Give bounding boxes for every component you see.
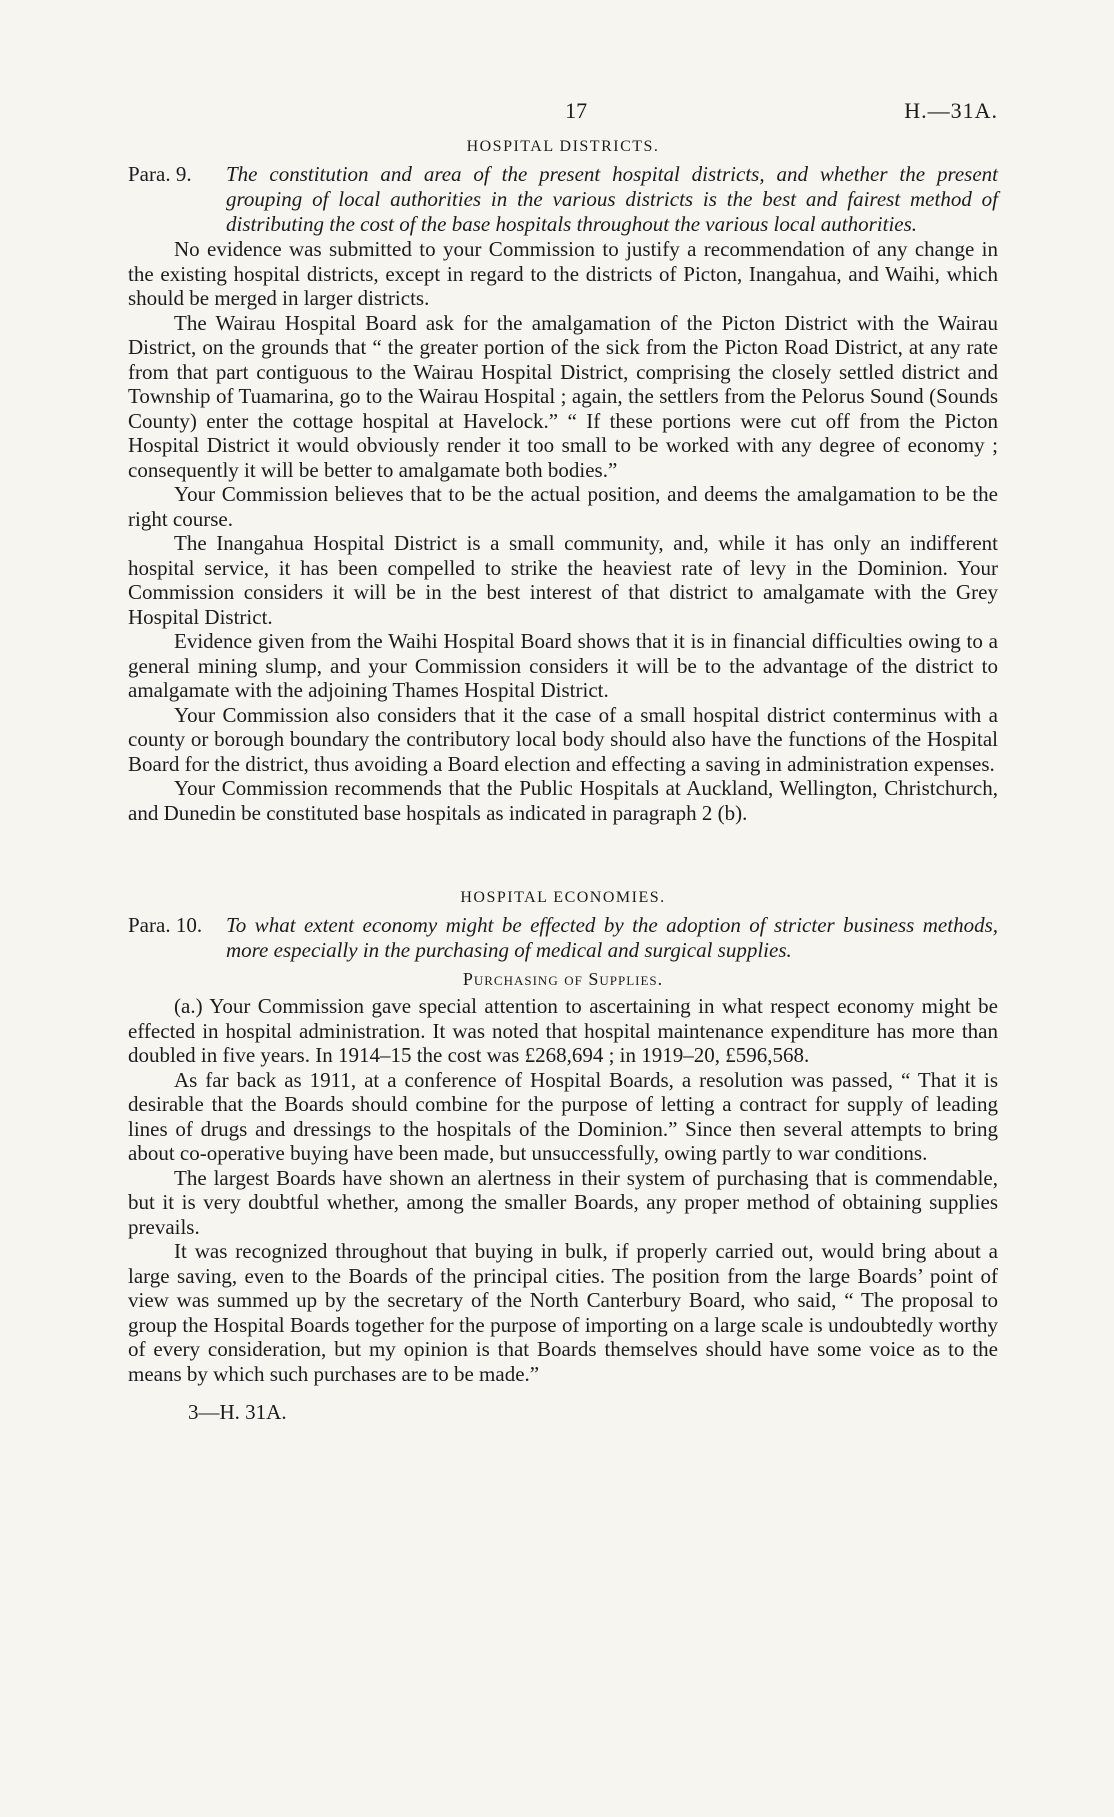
body-paragraph: Your Commission believes that to be the actual position, and deems the amalgamation to be the right course.: [128, 482, 998, 531]
body-paragraph: It was recognized throughout that buying in bulk, if properly carried out, would bring about a large saving, even to the Boards of the principal cities. The position from the large Boards’ point of view was summed up by the secretary of the North Canterbury Board, who said, “ The proposal to group the Hospital Boards together for the purpose of importing on a large scale is undoubtedly worthy of every consideration, but my opinion is that Boards themselves should have some voice as to the means by which such purchases are to be made.”: [128, 1239, 998, 1386]
page-footer-signature: 3—H. 31A.: [188, 1400, 287, 1424]
para-9-question: [128, 162, 998, 237]
body-paragraph: The largest Boards have shown an alertness in their system of purchasing that is commendable, but it is very doubtful whether, among the smaller Boards, any proper method of obtaining supplies prevails.: [128, 1165, 998, 1239]
section-heading-hospital-economies: HOSPITAL ECONOMIES.: [460, 889, 666, 906]
body-paragraph: No evidence was submitted to your Commission to justify a recommendation of any change in the existing hospital districts, except in regard to the districts of Picton, Inangahua, and Waihi, which should be merged in larger districts.: [128, 237, 998, 310]
body-paragraph: Your Commission also considers that it the case of a small hospital district conterminus with a county or borough boundary the contributory local body should also have the functions of the Hospital Board for the district, thus avoiding a Board election and effecting a saving in administration expenses.: [128, 702, 998, 776]
section-spacer: [128, 825, 998, 885]
para-label: Para. 10.: [128, 913, 203, 937]
body-paragraph: Evidence given from the Waihi Hospital Board shows that it is in financial difficulties owing to a general mining slump, and your Commission considers it will be to the advantage of the district to amalgamate with the adjoining Thames Hospital District.: [128, 629, 998, 702]
section-heading-hospital-districts: HOSPITAL DISTRICTS.: [466, 138, 660, 155]
page-header: [128, 98, 998, 134]
para-label: Para. 9.: [128, 162, 192, 186]
para-10-question: [128, 913, 998, 963]
subheading-purchasing-of-supplies: Purchasing of Supplies.: [462, 969, 664, 989]
para-question-text: The constitution and area of the present hospital districts, and whether the present grouping of local authorities in the various districts is the best and fairest method of distributing the cost of the base hospitals throughout the various local authorities.: [226, 162, 998, 236]
body-paragraph: As far back as 1911, at a conference of Hospital Boards, a resolution was passed, “ That it is desirable that the Boards should combine for the purpose of letting a contract for supply of leading lines of drugs and dressings to the hospitals of the Dominion.” Since then several attempts to bring about co-operative buying have been made, but unsuccessfully, owing partly to war conditions.: [128, 1067, 998, 1165]
body-paragraph: The Inangahua Hospital District is a small community, and, while it has only an indifferent hospital service, it has been compelled to strike the heaviest rate of levy in the Dominion. Your Commission considers it will be in the best interest of that district to amalgamate with the Grey Hospital District.: [128, 531, 998, 629]
body-paragraph: Your Commission recommends that the Public Hospitals at Auckland, Wellington, Christchurch, and Dunedin be constituted base hospitals as indicated in paragraph 2 (b).: [128, 776, 998, 825]
body-paragraph: The Wairau Hospital Board ask for the amalgamation of the Picton District with the Wairau District, on the grounds that “ the greater portion of the sick from the Picton Road District, at any rate from that part contiguous to the Wairau Hospital District, comprising the closely settled district and Township of Tuamarina, go to the Wairau Hospital ; again, the settlers from the Pelorus Sound (Sounds County) enter the cottage hospital at Havelock.” “ If these portions were cut off from the Picton Hospital District it would obviously render it too small to be worked with any degree of economy ; consequently it will be better to amalgamate both bodies.”: [128, 310, 998, 482]
para-question-text: To what extent economy might be effected by the adoption of stricter business methods, more especially in the purchasing of medical and surgical supplies.: [226, 913, 998, 962]
body-paragraph: (a.) Your Commission gave special attention to ascertaining in what respect economy might be effected in hospital administration. It was noted that hospital maintenance expenditure has more than doubled in five years. In 1914–15 the cost was £268,694 ; in 1919–20, £596,568.: [128, 994, 998, 1067]
page-number: 17: [565, 98, 588, 123]
document-page: [128, 98, 998, 1425]
document-reference: H.—31A.: [904, 98, 998, 123]
